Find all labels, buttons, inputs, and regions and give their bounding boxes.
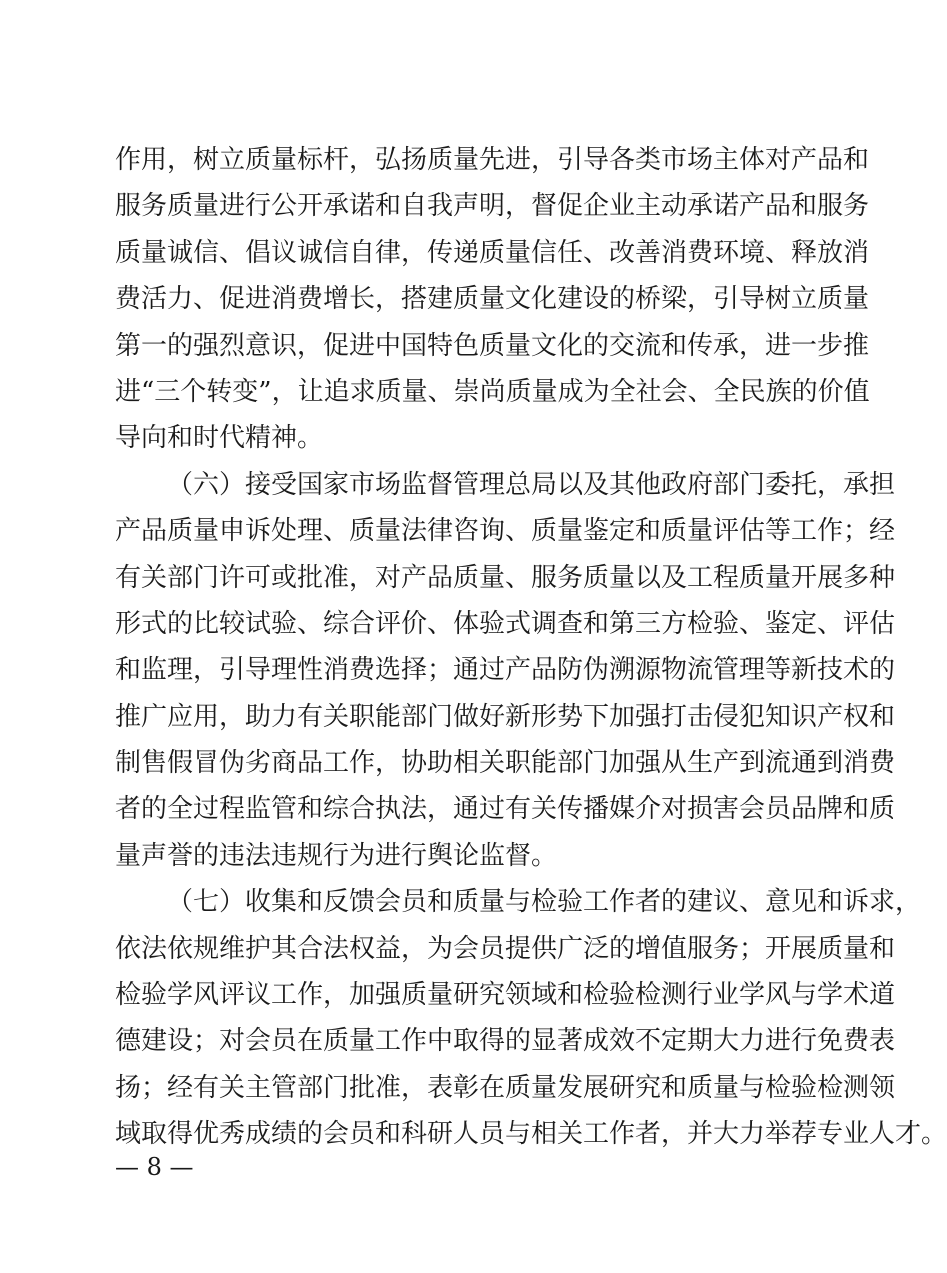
text-line: 依法依规维护其合法权益，为会员提供广泛的增值服务；开展质量和 bbox=[115, 933, 896, 964]
text-line: （六）接受国家市场监督管理总局以及其他政府部门委托，承担 bbox=[167, 469, 896, 500]
text-line: 德建设；对会员在质量工作中取得的显著成效不定期大力进行免费表 bbox=[115, 1026, 896, 1057]
body-text bbox=[115, 137, 947, 1158]
text-line: 形式的比较试验、综合评价、体验式调查和第三方检验、鉴定、评估 bbox=[115, 608, 896, 639]
paragraph-item-6 bbox=[115, 462, 896, 880]
text-line: （七）收集和反馈会员和质量与检验工作者的建议、意见和诉求， bbox=[167, 887, 922, 918]
paragraph-promotion bbox=[115, 137, 870, 462]
text-line: 费活力、促进消费增长，搭建质量文化建设的桥梁，引导树立质量 bbox=[115, 284, 870, 315]
text-line: 扬；经有关主管部门批准，表彰在质量发展研究和质量与检验检测领 bbox=[115, 1072, 896, 1103]
text-line: 和监理，引导理性消费选择；通过产品防伪溯源物流管理等新技术的 bbox=[115, 655, 896, 686]
text-line: 第一的强烈意识，促进中国特色质量文化的交流和传承，进一步推 bbox=[115, 330, 870, 361]
text-line: 服务质量进行公开承诺和自我声明，督促企业主动承诺产品和服务 bbox=[115, 191, 870, 222]
text-line: 质量诚信、倡议诚信自律，传递质量信任、改善消费环境、释放消 bbox=[115, 237, 870, 268]
text-line: 进“三个转变”，让追求质量、崇尚质量成为全社会、全民族的价值 bbox=[115, 376, 870, 407]
text-line: 制售假冒伪劣商品工作，协助相关职能部门加强从生产到流通到消费 bbox=[115, 748, 896, 779]
page-number: — 8 — bbox=[115, 1153, 194, 1181]
text-line: 产品质量申诉处理、质量法律咨询、质量鉴定和质量评估等工作；经 bbox=[115, 516, 896, 547]
text-line: 者的全过程监管和综合执法，通过有关传播媒介对损害会员品牌和质 bbox=[115, 794, 896, 825]
text-line: 推广应用，助力有关职能部门做好新形势下加强打击侵犯知识产权和 bbox=[115, 701, 896, 732]
text-line: 量声誉的违法违规行为进行舆论监督。 bbox=[115, 840, 558, 871]
text-line: 检验学风评议工作，加强质量研究领域和检验检测行业学风与学术道 bbox=[115, 980, 896, 1011]
text-line: 导向和时代精神。 bbox=[115, 423, 324, 454]
paragraph-item-7 bbox=[115, 879, 947, 1157]
text-line: 域取得优秀成绩的会员和科研人员与相关工作者，并大力举荐专业人才。 bbox=[115, 1119, 947, 1150]
text-line: 有关部门许可或批准，对产品质量、服务质量以及工程质量开展多种 bbox=[115, 562, 896, 593]
text-line: 作用，树立质量标杆，弘扬质量先进，引导各类市场主体对产品和 bbox=[115, 145, 870, 175]
